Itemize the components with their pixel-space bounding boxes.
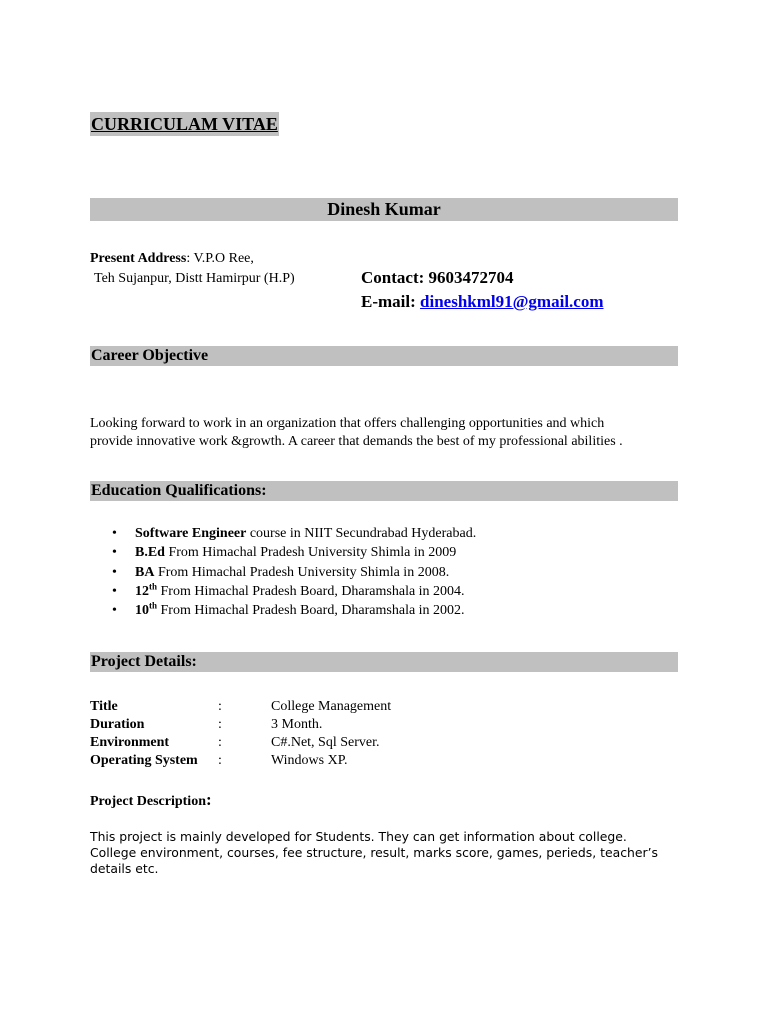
bullet-icon: • <box>112 545 117 561</box>
project-description-line-3: details etc. <box>90 861 159 876</box>
project-description-colon: : <box>205 790 212 809</box>
project-field-value: 3 Month. <box>271 717 323 732</box>
address-line-1 <box>90 250 254 268</box>
email-link[interactable]: dineshkml91@gmail.com <box>420 292 604 311</box>
bullet-icon: • <box>112 564 117 580</box>
qualification-name: 10 <box>135 603 149 619</box>
project-field-value: Windows XP. <box>271 753 348 768</box>
address-label: Present Address <box>90 251 187 266</box>
project-details-heading: Project Details: <box>90 652 678 672</box>
project-field-label: Duration <box>90 717 145 732</box>
project-description-text <box>90 829 680 877</box>
project-field-value: C#.Net, Sql Server. <box>271 735 380 750</box>
project-description-line-1: This project is mainly developed for Students. They can get information about college. <box>90 829 627 844</box>
email-label: E-mail: <box>361 292 421 311</box>
career-objective-line-1: Looking forward to work in an organization that offers challenging opportunities and which <box>90 416 605 431</box>
qualification-name: B.Ed <box>135 545 165 561</box>
list-item <box>90 524 476 543</box>
project-field-label: Environment <box>90 735 170 750</box>
list-item <box>90 563 476 582</box>
address-value: : V.P.O Ree, <box>186 251 254 266</box>
qualification-name: BA <box>135 564 155 580</box>
project-field-colon: : <box>218 735 222 750</box>
list-item <box>90 601 476 620</box>
phone-number: 9603472704 <box>428 268 514 287</box>
qualification-detail: course in NIIT Secundrabad Hyderabad. <box>246 526 477 541</box>
career-objective-heading: Career Objective <box>90 346 678 366</box>
qualification-detail: From Himachal Pradesh Board, Dharamshala in 2004. <box>157 583 465 599</box>
education-heading: Education Qualifications: <box>90 481 678 501</box>
contact-phone-line <box>361 267 514 289</box>
qualification-detail: From Himachal Pradesh University Shimla in 2008. <box>154 564 450 580</box>
qualification-name: Software Engineer <box>135 526 247 541</box>
project-field-colon: : <box>218 699 222 714</box>
phone-label: Contact: <box>361 268 429 287</box>
candidate-name: Dinesh Kumar <box>90 198 678 221</box>
qualification-detail: From Himachal Pradesh University Shimla in 2009 <box>164 545 457 561</box>
bullet-icon: • <box>112 603 117 619</box>
list-item <box>90 582 476 601</box>
ordinal-suffix: th <box>149 600 158 611</box>
project-field-label: Operating System <box>90 753 198 768</box>
qualification-detail: From Himachal Pradesh Board, Dharamshala in 2002. <box>157 603 465 619</box>
bullet-icon: • <box>112 526 117 541</box>
ordinal-suffix: th <box>149 581 158 592</box>
list-item <box>90 543 476 562</box>
qualification-name: 12 <box>135 583 149 599</box>
project-description-label: Project Description <box>90 794 206 809</box>
project-field-colon: : <box>218 753 222 768</box>
education-list <box>90 524 476 620</box>
project-description-heading <box>90 791 212 811</box>
project-field-colon: : <box>218 717 222 732</box>
project-description-line-2: College environment, courses, fee structure, result, marks score, games, perieds, teacher’s <box>90 845 658 860</box>
career-objective-line-2: provide innovative work &growth. A career that demands the best of my professional abilities . <box>90 434 623 449</box>
bullet-icon: • <box>112 583 117 599</box>
address-line-2: Teh Sujanpur, Distt Hamirpur (H.P) <box>94 271 295 286</box>
project-field-label: Title <box>90 699 118 714</box>
project-field-value: College Management <box>271 699 392 714</box>
document-title: CURRICULAM VITAE <box>91 114 278 134</box>
contact-email-line <box>361 291 604 313</box>
